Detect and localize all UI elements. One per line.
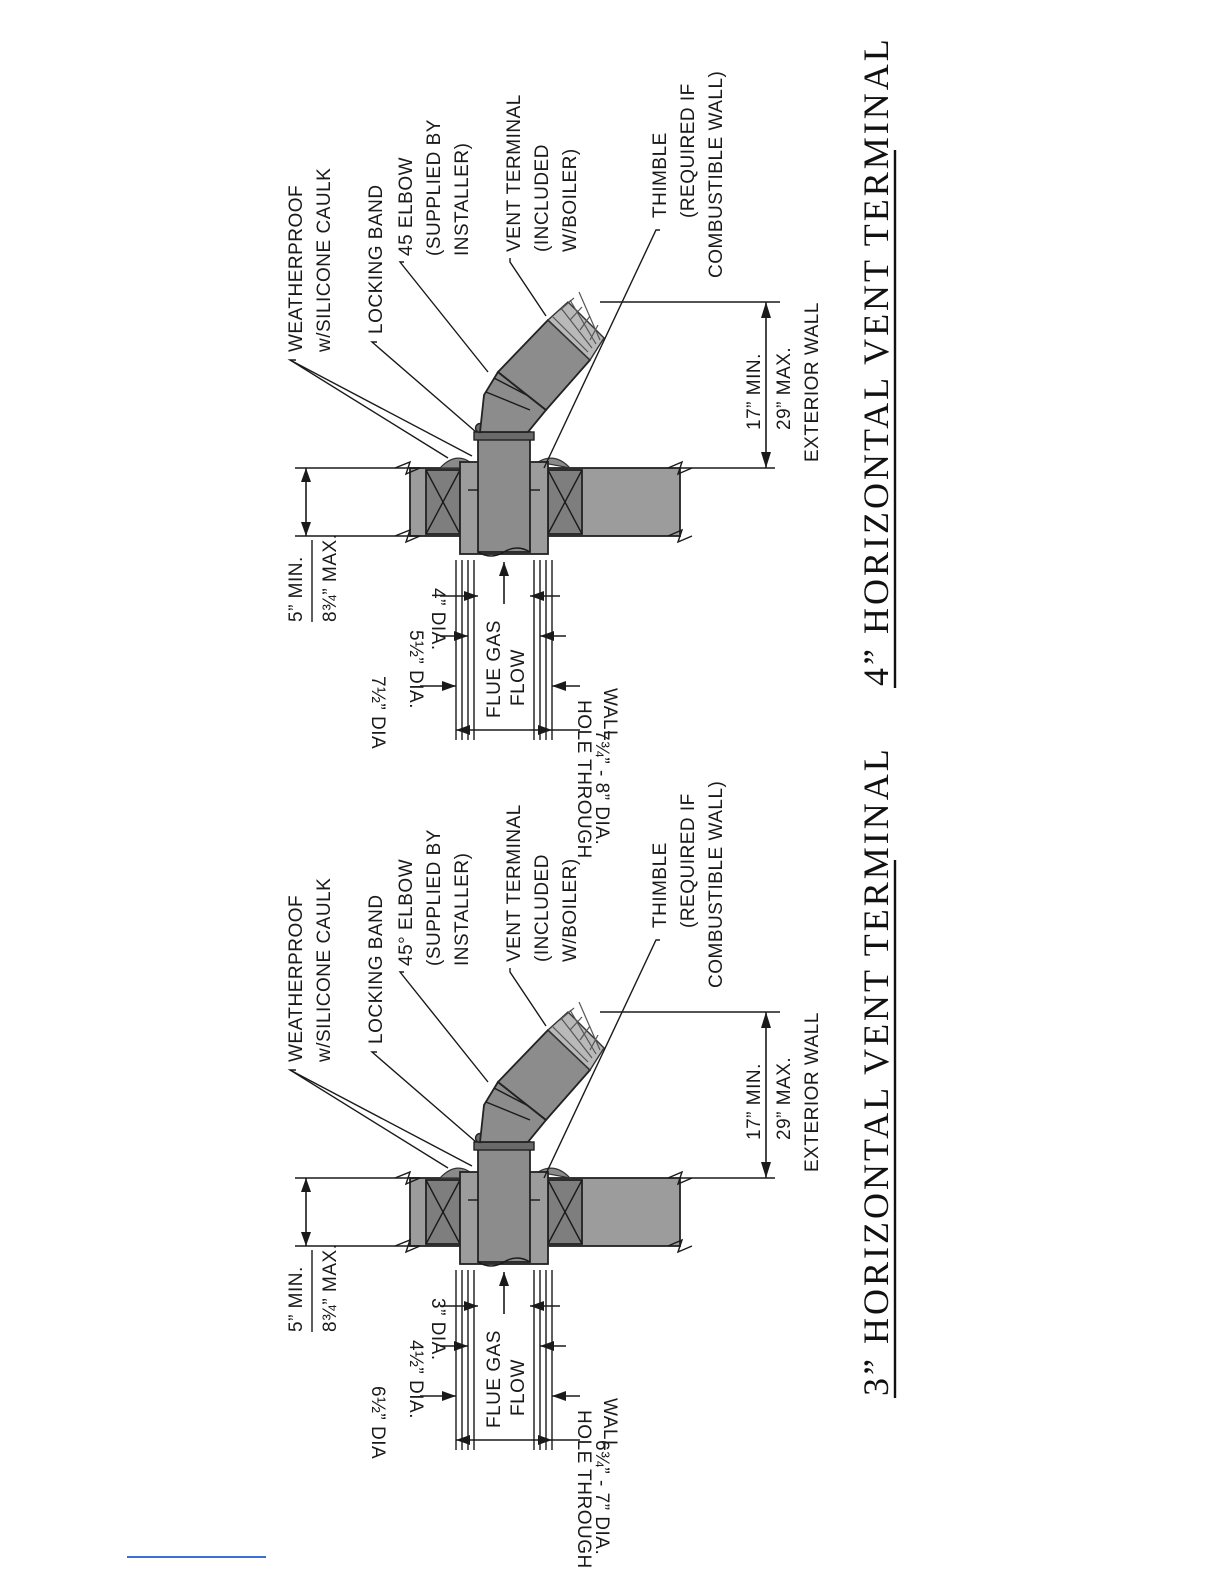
exterior-wall-dimension [600,302,823,468]
vent-diagram-0 [286,36,896,858]
hole-dia-label: 6¾” - 7” DIA. [591,1440,612,1556]
wall-thickness-dimension [286,1178,341,1332]
locking-band [474,1142,534,1150]
callout-labels [286,71,727,353]
vent-terminal-label: VENT TERMINAL [504,804,525,962]
footer-link-line [127,1556,266,1558]
flow-label: FLOW [508,1359,529,1416]
thimble-combustible-label: COMBUSTIBLE WALL) [706,70,727,278]
thimble-required-label: (REQUIRED IF [678,83,699,218]
exterior-max-label: 29” MAX. [774,1056,795,1140]
diameter-dimensions [367,1270,620,1569]
locking-band-label: LOCKING BAND [366,894,387,1044]
exterior-max-label: 29” MAX. [774,346,795,430]
exterior-wall-dimension [600,1012,823,1178]
thimble-required-label: (REQUIRED IF [678,793,699,928]
vent-pipe [468,432,540,556]
band-dia-label: 4½” DIA. [405,1340,426,1419]
thimble-label: THIMBLE [650,132,671,218]
flue-gas-label: FLUE GAS [484,620,505,718]
pipe-dia-label: 3” DIA. [427,1298,448,1361]
vent-terminal-included-label: (INCLUDED [532,144,553,252]
hole-through-label: HOLE THROUGH [573,700,594,859]
silicone-caulk-label: w/SILICONE CAULK [314,167,335,352]
exterior-min-label: 17” MIN. [744,1063,765,1140]
elbow-supplied-label: (SUPPLIED BY [424,119,445,256]
diagram-title: 4” HORIZONTAL VENT TERMINAL [856,36,896,686]
vent-pipe [468,1142,540,1266]
vent-terminal-included-label: (INCLUDED [532,854,553,962]
wall-thickness-dimension [286,468,341,622]
vent-terminal-label: VENT TERMINAL [504,94,525,252]
vent-terminal-boiler-label: W/BOILER) [560,858,581,962]
locking-band [474,432,534,440]
silicone-caulk-label: w/SILICONE CAULK [314,877,335,1062]
weatherproof-label: WEATHERPROOF [286,184,307,352]
flue-gas-label: FLUE GAS [484,1330,505,1428]
weatherproof-label: WEATHERPROOF [286,894,307,1062]
exterior-min-label: 17” MIN. [744,353,765,430]
wall-max-label: 8¾” MAX. [320,533,341,622]
locking-band-label: LOCKING BAND [366,184,387,334]
elbow-installer-label: INSTALLER) [452,142,473,256]
wall-min-label: 5” MIN. [286,556,307,622]
diagram-title: 3” HORIZONTAL VENT TERMINAL [856,746,896,1396]
hole-dia-label: 7¾” - 8” DIA. [591,730,612,846]
elbow-label: 45 ELBOW [396,156,417,256]
thimble-dia-label: 7½” DIA [367,676,388,750]
wall-label: WALL [599,1398,620,1452]
thimble-label: THIMBLE [650,842,671,928]
wall-max-label: 8¾” MAX. [320,1243,341,1332]
thimble-dia-label: 6½” DIA [367,1386,388,1460]
hole-through-label: HOLE THROUGH [573,1410,594,1569]
exterior-wall-label: EXTERIOR WALL [802,1012,823,1172]
band-dia-label: 5½” DIA. [405,630,426,709]
exterior-wall-label: EXTERIOR WALL [802,302,823,462]
vent-diagram-1 [286,746,896,1568]
wall-label: WALL [599,688,620,742]
elbow-installer-label: INSTALLER) [452,852,473,966]
thimble-combustible-label: COMBUSTIBLE WALL) [706,780,727,988]
diameter-dimensions [367,560,620,859]
callout-labels [286,781,727,1063]
elbow-label: 45° ELBOW [396,858,417,966]
pipe-dia-label: 4” DIA. [427,588,448,651]
vent-terminal-boiler-label: W/BOILER) [560,148,581,252]
wall-min-label: 5” MIN. [286,1266,307,1332]
elbow-supplied-label: (SUPPLIED BY [424,829,445,966]
flow-label: FLOW [508,649,529,706]
